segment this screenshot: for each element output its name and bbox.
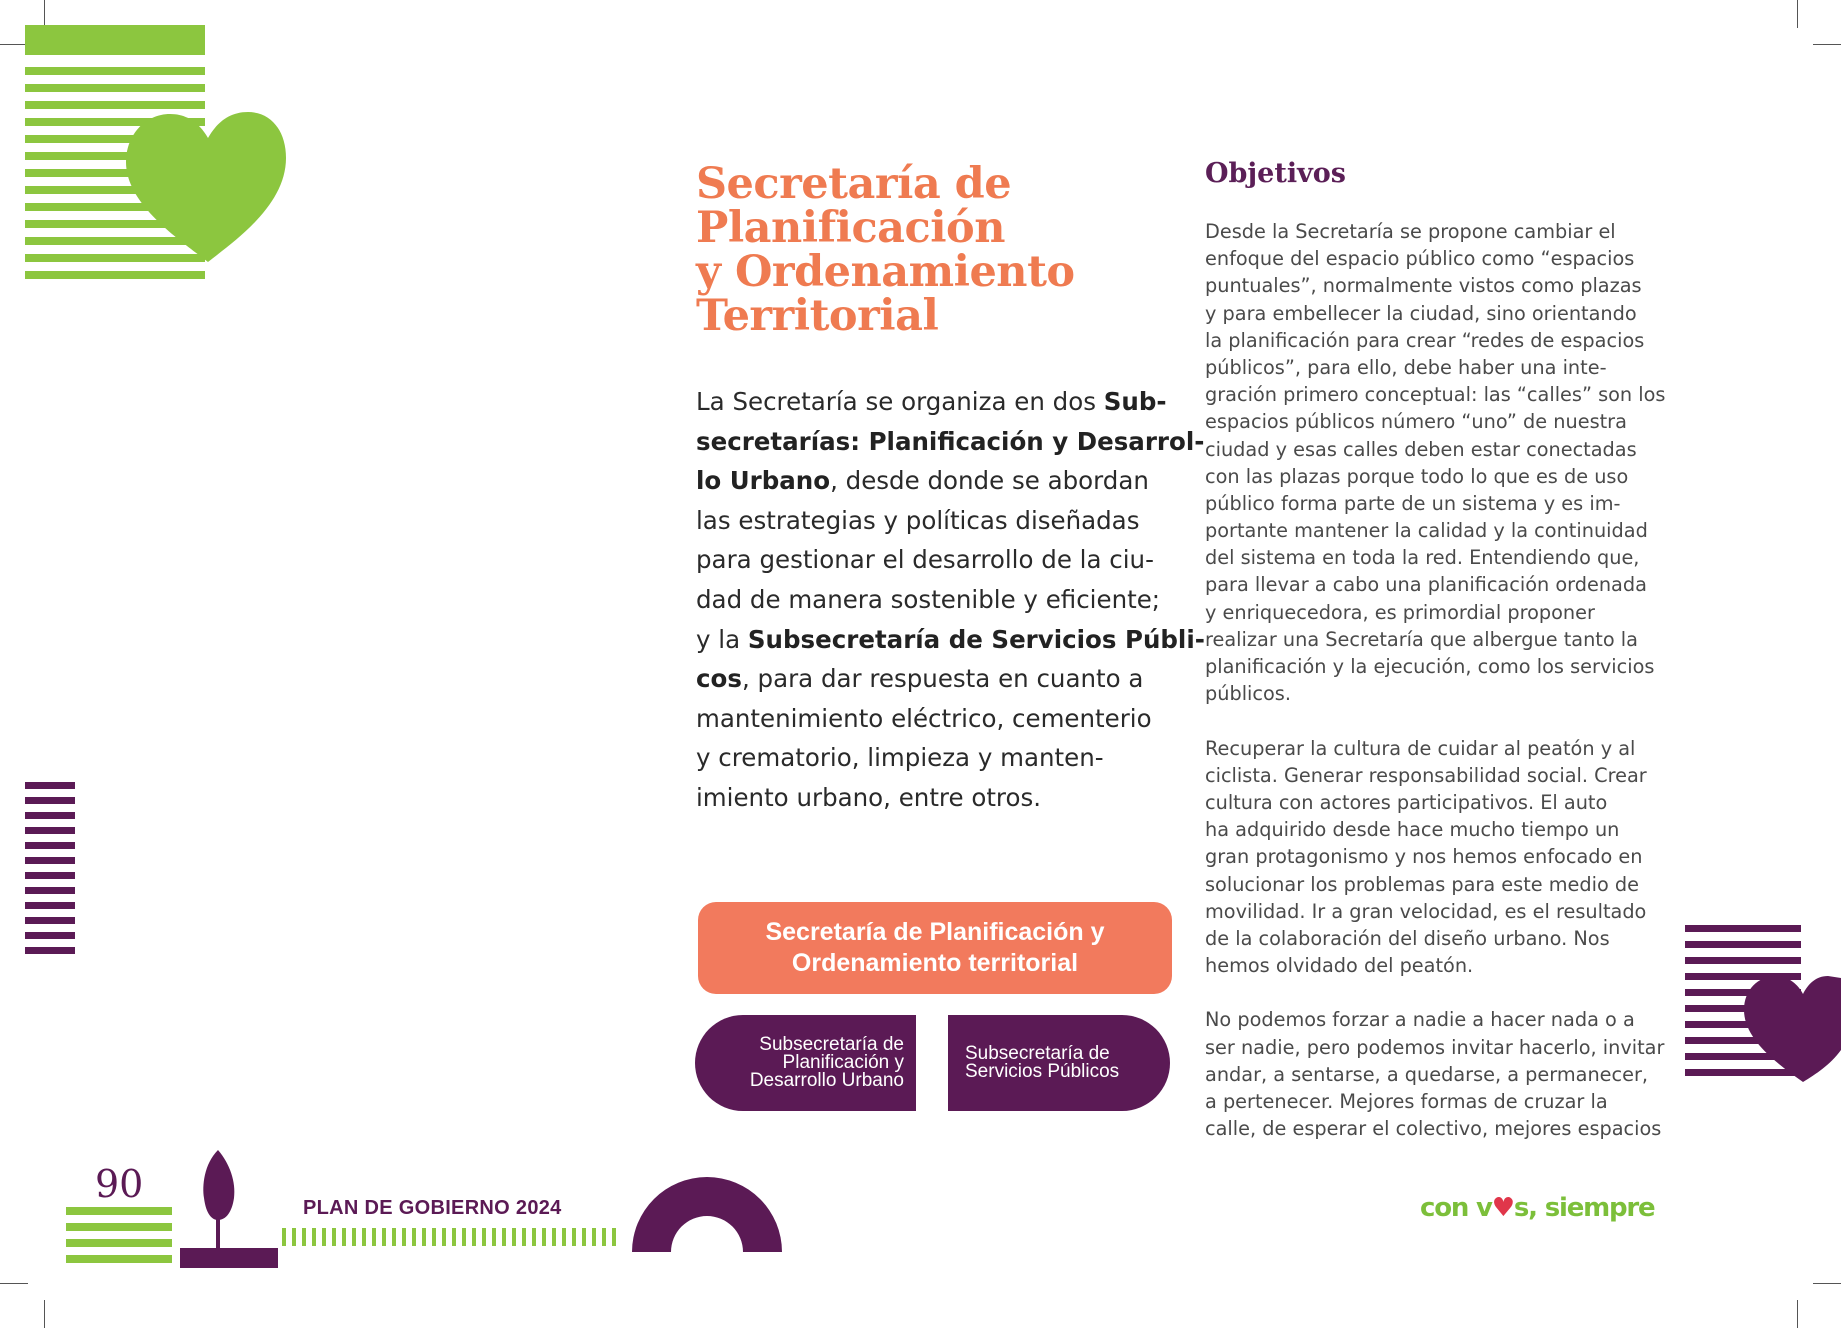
footer-label: PLAN DE GOBIERNO 2024 — [303, 1197, 562, 1219]
crop-mark — [1813, 1283, 1841, 1284]
heart-icon: ♥ — [1491, 1193, 1514, 1223]
objetivos-text: Desde la Secretaría se propone cambiar el enfoque del espacio público como “espacios puntuales”, normalmente vistos como plazas y para embellecer la ciudad, sino orientando la planificación para crear “redes de espacios públicos”, para ello, debe haber una inte- gración primero conceptual: las “calles” son los espacios públicos número “uno” de nuestra ciudad y esas calles deben estar conectadas con las plazas porque todo lo que es de uso público forma parte de un sistema y es im- portante mantener la calidad y la continuidad del sistema en toda la red. Entendiendo que, para llevar a cabo una planificación ordenada y enriquecedora, es primordial proponer realizar una Secretaría que albergue tanto la planificación y la ejecución, como los servicios públicos. Recuperar la cultura de cuidar al peatón y al ciclista. Generar responsabilidad social. Crear cultura con actores participativos. El auto ha adquirido desde hace mucho tiempo un gran protagonismo y nos hemos enfocado en solucionar los problemas para este medio de movilidad. Ir a gran velocidad, es el resultado de la colaboración del diseño urbano. Nos hemos olvidado del peatón. No podemos forzar a nadie a hacer nada o a ser nadie, pero podemos invitar hacerlo, invitar andar, a sentarse, a quedarse, a permanecer, a pertenecer. Mejores formas de cruzar la calle, de esperar el colectivo, mejores espacios — [1205, 220, 1666, 1141]
objetivos-heading: Objetivos — [1205, 158, 1346, 189]
crop-mark — [1797, 1300, 1798, 1328]
page-number: 90 — [95, 1162, 144, 1206]
crop-mark — [1813, 44, 1841, 45]
org-sub-servicios-box: Subsecretaría de Servicios Públicos — [948, 1015, 1170, 1111]
crop-mark — [1797, 0, 1798, 28]
arch-shape — [632, 1177, 782, 1252]
org-main-box: Secretaría de Planificación y Ordenamiento territorial — [698, 902, 1172, 994]
slogan-logo: con v♥s, siempre — [1420, 1193, 1655, 1223]
heart-icon — [1744, 976, 1841, 1082]
page-title: Secretaría de Planificación y Ordenamiento Territorial — [696, 159, 1075, 341]
purple-stripes-decoration — [0, 770, 90, 970]
intro-paragraph: La Secretaría se organiza en dos Sub- secretarías: Planificación y Desarrol- lo Urbano, desde donde se abordan las estrategias y políticas diseñadas para gestionar el desarrollo de la ciu- dad de manera sostenible y eficiente; y la Subsecretaría de Servicios Públi- cos, para dar respuesta en cuanto a mantenimiento eléctrico, cementerio y crematorio, limpieza y manten- imiento urbano, entre otros. — [696, 387, 1205, 812]
crop-mark — [44, 1300, 45, 1328]
org-sub-planificacion-box: Subsecretaría de Planificación y Desarrollo Urbano — [695, 1015, 916, 1111]
crop-mark — [0, 1283, 28, 1284]
tree-icon — [180, 1150, 278, 1268]
green-stripes-heart-decoration — [0, 0, 300, 300]
